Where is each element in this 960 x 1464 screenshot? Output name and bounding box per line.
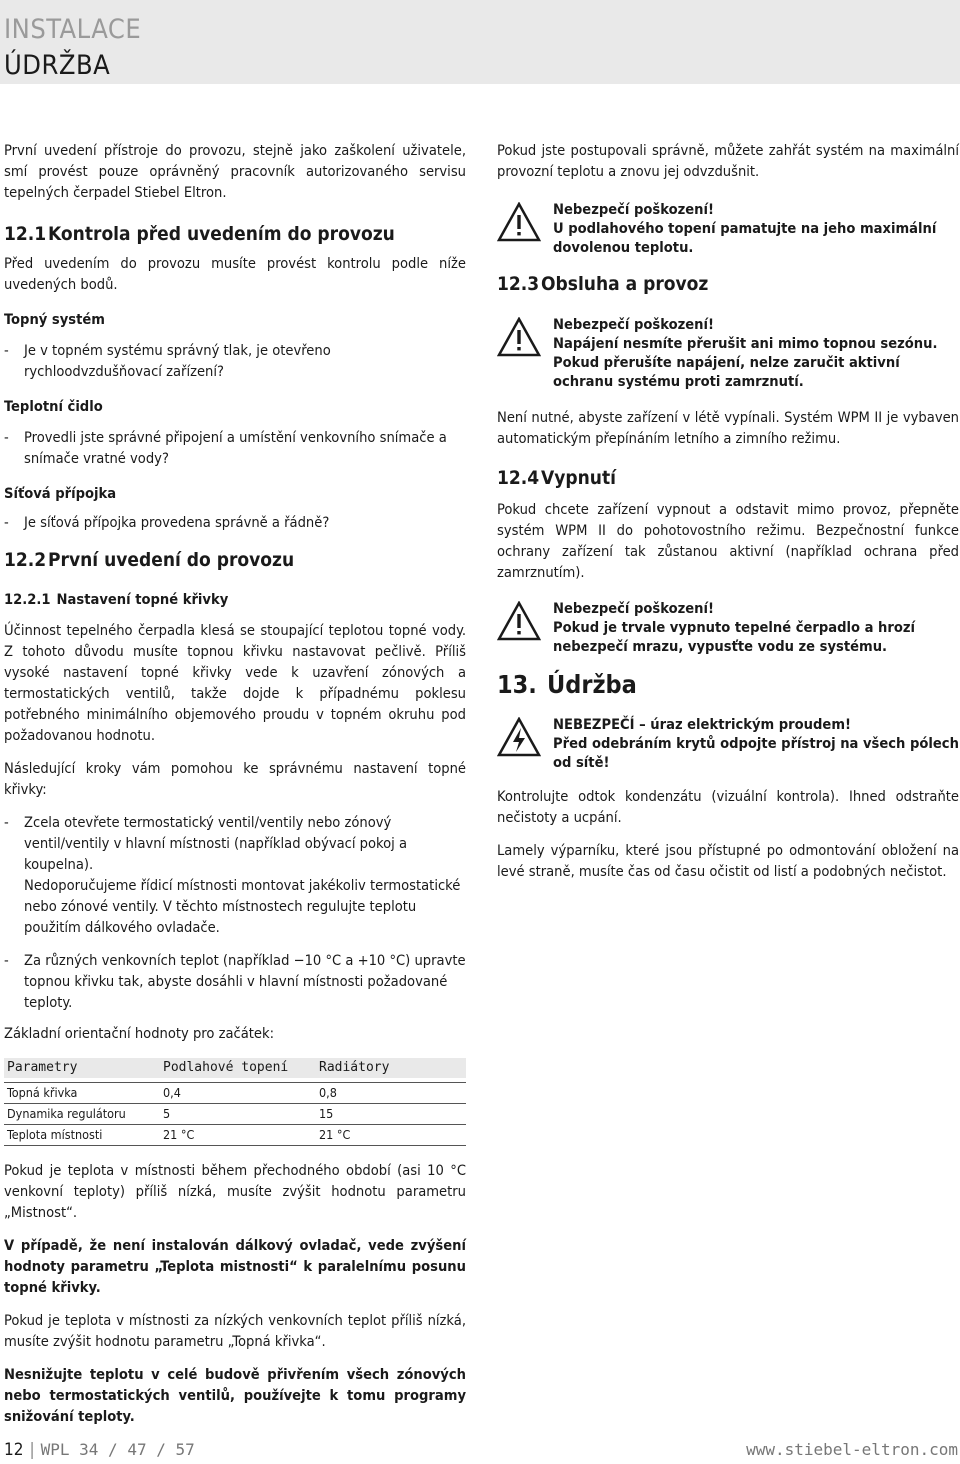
footer-url: www.stiebel-eltron.com: [746, 1440, 958, 1459]
paragraph: Pokud je teplota v místnosti za nízkých venkovních teplot příliš nízká, musíte zvýšit hodnotu parametru „Topná křivka“.: [4, 1312, 466, 1350]
bullet-item: - Za různých venkovních teplot (například −10 °C a +10 °C) upravte topnou křivku tak, abyste dosáhli v hlavní místnosti požadované teploty.: [4, 952, 466, 1011]
section-title: Nastavení topné křivky: [56, 591, 229, 608]
parameter-table: [4, 1058, 466, 1146]
table-row: [4, 1083, 466, 1104]
header-section-maintenance: ÚDRŽBA: [4, 50, 111, 81]
table-header-cell: Podlahové topení: [160, 1058, 316, 1078]
bullet-item: - Zcela otevřete termostatický ventil/ventily nebo zónový ventil/ventily v hlavní místnosti (například obývací pokoj a koupelna). Nedoporučujeme řídicí místnosti montovat jakékoliv termostatické nebo zónové ventily. V těchto místnostech regulujte teplotu použitím dálkového ovladače.: [4, 812, 466, 938]
bold-paragraph: V případě, že není instalován dálkový ovladač, vede zvýšení hodnoty parametru „Teplota mistnosti“ k paralelnímu posunu topné křivky.: [4, 1237, 466, 1296]
table-cell: 21 °C: [160, 1125, 316, 1146]
warning-title: Nebezpečí poškození!: [553, 600, 714, 617]
paragraph: Pokud jste postupovali správně, můžete zahřát systém na maximální provozní teplotu a znovu jej odvzdušnit.: [497, 142, 959, 180]
subheading-temperature-sensor: Teplotní čidlo: [4, 398, 103, 415]
warning-triangle-icon: [497, 202, 541, 242]
table-cell: 15: [316, 1104, 466, 1125]
subheading-mains-connection: Síťová přípojka: [4, 485, 117, 502]
paragraph: Lamely výparníku, které jsou přístupné po odmontování obložení na levé straně, musíte čas od času očistit od listí a podobných nečistot.: [497, 842, 959, 880]
bullet-item: - Provedli jste správné připojení a umístění venkovního snímače a snímače vratné vody?: [4, 429, 447, 467]
page-footer: [4, 1440, 958, 1464]
paragraph: Pokud chcete zařízení vypnout a odstavit mimo provoz, přepněte systém WPM II do pohotovostního režimu. Bezpečnostní funkce ochrany zařízení tak zůstanou aktivní (například ochrana před zamrznutím).: [497, 501, 959, 581]
table-cell: 5: [160, 1104, 316, 1125]
bullet-text: Je v topném systému správný tlak, je otevřeno rychloodvzdušňovací zařízení?: [24, 342, 331, 380]
table-cell: 0,8: [316, 1083, 466, 1104]
header-section-installation: INSTALACE: [4, 14, 142, 45]
danger-text: Před odebráním krytů odpojte přístroj na všech pólech od sítě!: [553, 735, 959, 771]
paragraph: Účinnost tepelného čerpadla klesá se stoupající teplotou topné vody. Z tohoto důvodu musíte topnou křivku nastavovat pečlivě. Příliš vysoké nastavení topné křivky vede k uzavření zónových a termostatických ventilů, takže dojde k případnému poklesu potřebného minimálního objemového proudu v topném okruhu pod požadovanou hodnotu.: [4, 622, 466, 744]
warning-text: Napájení nesmíte přerušit ani mimo topnou sezónu. Pokud přerušíte napájení, nelze zaručit aktivní ochranu systému proti zamrznutí.: [553, 335, 938, 390]
table-cell: 0,4: [160, 1083, 316, 1104]
paragraph: Kontrolujte odtok kondenzátu (vizuální kontrola). Ihned odstraňte nečistoty a ucpání.: [497, 788, 959, 826]
section-title: První uvedení do provozu: [48, 549, 295, 571]
warning-title: Nebezpečí poškození!: [553, 201, 714, 218]
right-column: [497, 140, 959, 882]
bullet-text: Provedli jste správné připojení a umístění venkovního snímače a snímače vratné vody?: [24, 429, 447, 467]
table-cell: Dynamika regulátoru: [4, 1104, 160, 1125]
electric-shock-warning-icon: [497, 717, 541, 757]
section-heading-12-3: [497, 273, 959, 295]
chapter-heading-13: [497, 670, 959, 699]
section-heading-12-1: [4, 223, 466, 245]
warning-box: [497, 599, 959, 656]
section-number: 12.3: [497, 273, 540, 295]
section-title: Obsluha a provoz: [541, 273, 709, 295]
paragraph: Pokud je teplota v místnosti během přechodného období (asi 10 °C venkovní teploty) příliš nízká, musíte zvýšit hodnotu parametru „Mistnost“.: [4, 1162, 466, 1221]
warning-title: Nebezpečí poškození!: [553, 316, 714, 333]
warning-triangle-icon: [497, 601, 541, 641]
bullet-note: Nedoporučujeme řídicí místnosti montovat jakékoliv termostatické nebo zónové ventily. V těchto místnostech regulujte teplotu použitím dálkového ovladače.: [24, 877, 461, 936]
table-cell: Topná křivka: [4, 1083, 160, 1104]
table-cell: 21 °C: [316, 1125, 466, 1146]
warning-box: [497, 200, 959, 257]
subheading-heating-system: Topný systém: [4, 311, 105, 328]
paragraph: Není nutné, abyste zařízení v létě vypínali. Systém WPM II je vybaven automatickým přepínáním letního a zimního režimu.: [497, 409, 959, 447]
table-row: [4, 1125, 466, 1146]
paragraph: Následující kroky vám pomohou ke správnému nastavení topné křivky:: [4, 760, 466, 798]
section-number: 12.2: [4, 549, 47, 571]
intro-paragraph: První uvedení přístroje do provozu, stejně jako zaškolení uživatele, smí provést pouze oprávněný pracovník autorizovaného servisu tepelných čerpadel Stiebel Eltron.: [4, 142, 466, 201]
section-12-1-text: Před uvedením do provozu musíte provést kontrolu podle níže uvedených bodů.: [4, 255, 466, 293]
section-number: 12.2.1: [4, 591, 51, 608]
section-number: 12.4: [497, 467, 540, 489]
chapter-number: 13.: [497, 670, 537, 699]
section-heading-12-2-1: [4, 591, 466, 608]
bullet-text: Je síťová přípojka provedena správně a řádně?: [24, 514, 330, 531]
bullet-text: Za různých venkovních teplot (například −10 °C a +10 °C) upravte topnou křivku tak, abyste dosáhli v hlavní místnosti požadované teploty.: [24, 952, 466, 1011]
page-header: [0, 0, 960, 84]
left-column: [4, 140, 466, 1427]
chapter-title: Údržba: [547, 670, 637, 699]
bullet-text: Zcela otevřete termostatický ventil/ventily nebo zónový ventil/ventily v hlavní místnosti (například obývací pokoj a koupelna).: [24, 814, 408, 873]
table-header-cell: Parametry: [4, 1058, 160, 1078]
footer-separator: |: [29, 1440, 35, 1460]
paragraph: Základní orientační hodnoty pro začátek:: [4, 1025, 275, 1042]
table-row: [4, 1104, 466, 1125]
table-header-row: [4, 1058, 466, 1078]
danger-box: [497, 715, 959, 772]
footer-left: [4, 1440, 195, 1460]
page-number: 12: [4, 1440, 24, 1460]
section-number: 12.1: [4, 223, 47, 245]
section-heading-12-2: [4, 549, 466, 571]
bullet-item: - Je síťová přípojka provedena správně a řádně?: [4, 514, 330, 531]
section-title: Vypnutí: [541, 467, 616, 489]
section-title: Kontrola před uvedením do provozu: [48, 223, 395, 245]
warning-box: [497, 315, 959, 391]
model-name: WPL 34 / 47 / 57: [40, 1440, 195, 1459]
warning-text: U podlahového topení pamatujte na jeho maximální dovolenou teplotu.: [553, 220, 937, 256]
table-header-cell: Radiátory: [316, 1058, 466, 1078]
section-heading-12-4: [497, 467, 959, 489]
warning-text: Pokud je trvale vypnuto tepelné čerpadlo a hrozí nebezpečí mrazu, vypusťte vodu ze systému.: [553, 619, 916, 655]
danger-title: NEBEZPEČÍ – úraz elektrickým proudem!: [553, 716, 851, 733]
bullet-item: - Je v topném systému správný tlak, je otevřeno rychloodvzdušňovací zařízení?: [4, 342, 331, 380]
bold-paragraph: Nesnižujte teplotu v celé budově přivřením všech zónových nebo termostatických ventilů, používejte k tomu programy snižování teploty.: [4, 1366, 466, 1425]
table-cell: Teplota místnosti: [4, 1125, 160, 1146]
warning-triangle-icon: [497, 317, 541, 357]
